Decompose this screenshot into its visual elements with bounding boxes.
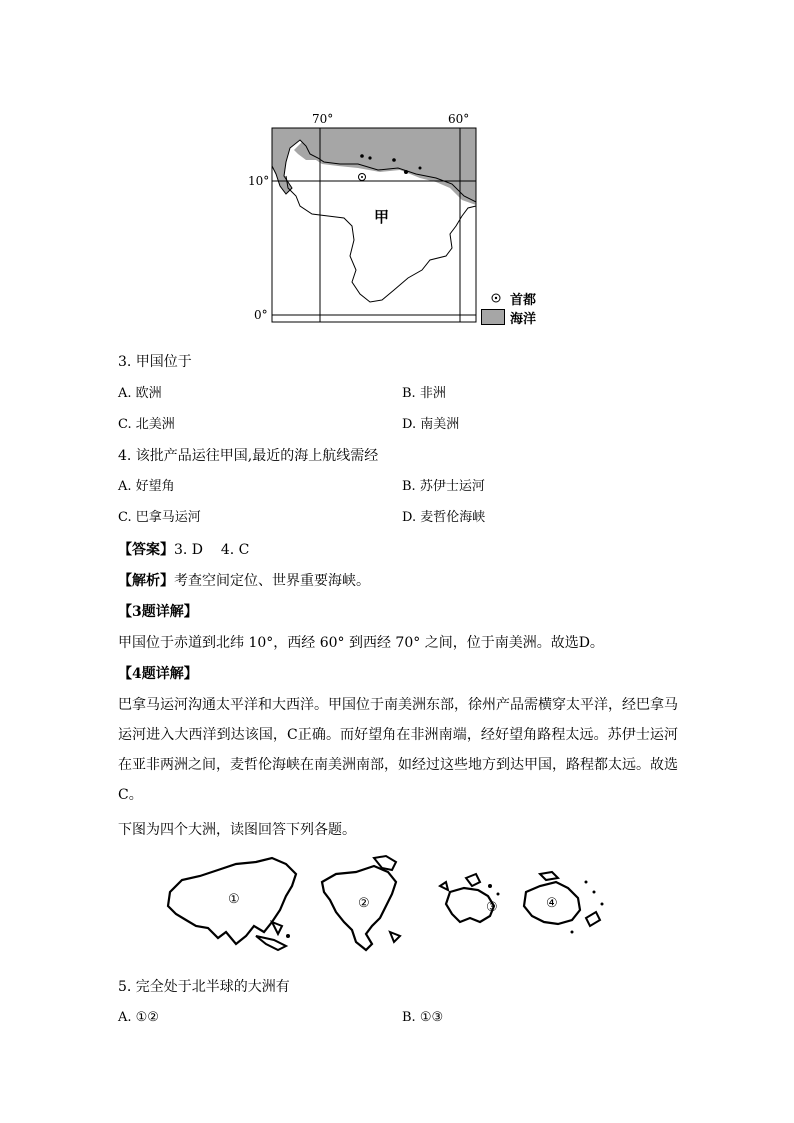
lat-top-label: 10°	[248, 174, 270, 188]
detail-3-text: 甲国位于赤道到北纬 10°，西经 60° 到西经 70° 之间，位于南美洲。故选D。	[118, 635, 604, 651]
question-5-stem: 5. 完全处于北半球的大洲有	[118, 979, 290, 995]
lon-left-label: 70°	[312, 112, 334, 126]
continents-intro: 下图为四个大洲，读图回答下列各题。	[118, 822, 356, 838]
q3-option-d[interactable]: D. 南美洲	[402, 417, 460, 432]
continent-4-label: ④	[546, 896, 558, 911]
lon-right-label: 60°	[448, 112, 470, 126]
q4-option-d[interactable]: D. 麦哲伦海峡	[402, 510, 486, 525]
map-svg	[240, 110, 550, 330]
analysis-line	[118, 571, 370, 591]
answer-line	[118, 540, 249, 560]
q3-option-b[interactable]: B. 非洲	[402, 386, 446, 401]
answer-text: 3. D 4. C	[174, 542, 250, 558]
q4-option-b[interactable]: B. 苏伊士运河	[402, 479, 485, 494]
detail-4-text: 巴拿马运河沟通太平洋和大西洋。甲国位于南美洲东部，徐州产品需横穿太平洋，经巴拿马运河进入大西洋到达该国，C正确。而好望角在非洲南端，经好望角路程太远。苏伊士运河在亚非两洲之间，麦哲伦海峡在南美洲南部，如经过这些地方到达甲国，路程都太远。故选C。	[118, 697, 678, 803]
q3-option-c[interactable]: C. 北美洲	[118, 417, 175, 432]
ocean-swatch-icon	[481, 309, 505, 325]
q5-option-b[interactable]: B. ①③	[402, 1010, 444, 1025]
q3-option-a[interactable]: A. 欧洲	[118, 386, 162, 401]
map-figure	[240, 110, 550, 330]
legend-capital-label: 首都	[510, 293, 537, 308]
continent-1-label: ①	[228, 892, 240, 907]
analysis-text: 考查空间定位、世界重要海峡。	[174, 573, 370, 589]
legend-ocean-label: 海洋	[510, 312, 537, 327]
capital-circle-icon	[490, 292, 502, 304]
question-4-stem: 4. 该批产品运往甲国,最近的海上航线需经	[118, 448, 379, 464]
q4-option-c[interactable]: C. 巴拿马运河	[118, 510, 201, 525]
analysis-tag: 【解析】	[118, 573, 174, 589]
country-outline	[286, 176, 476, 302]
detail-4-heading: 【4题详解】	[118, 666, 198, 682]
q5-option-a[interactable]: A. ①②	[118, 1010, 159, 1025]
lat-bottom-label: 0°	[254, 308, 268, 322]
continent-3-label: ③	[486, 900, 498, 915]
answer-tag: 【答案】	[118, 542, 174, 558]
continent-2-label: ②	[358, 896, 370, 911]
question-3-stem: 3. 甲国位于	[118, 354, 192, 370]
country-label: 甲	[374, 208, 390, 226]
continents-figure	[160, 852, 620, 962]
detail-3-heading: 【3题详解】	[118, 604, 198, 620]
q4-option-a[interactable]: A. 好望角	[118, 479, 175, 494]
